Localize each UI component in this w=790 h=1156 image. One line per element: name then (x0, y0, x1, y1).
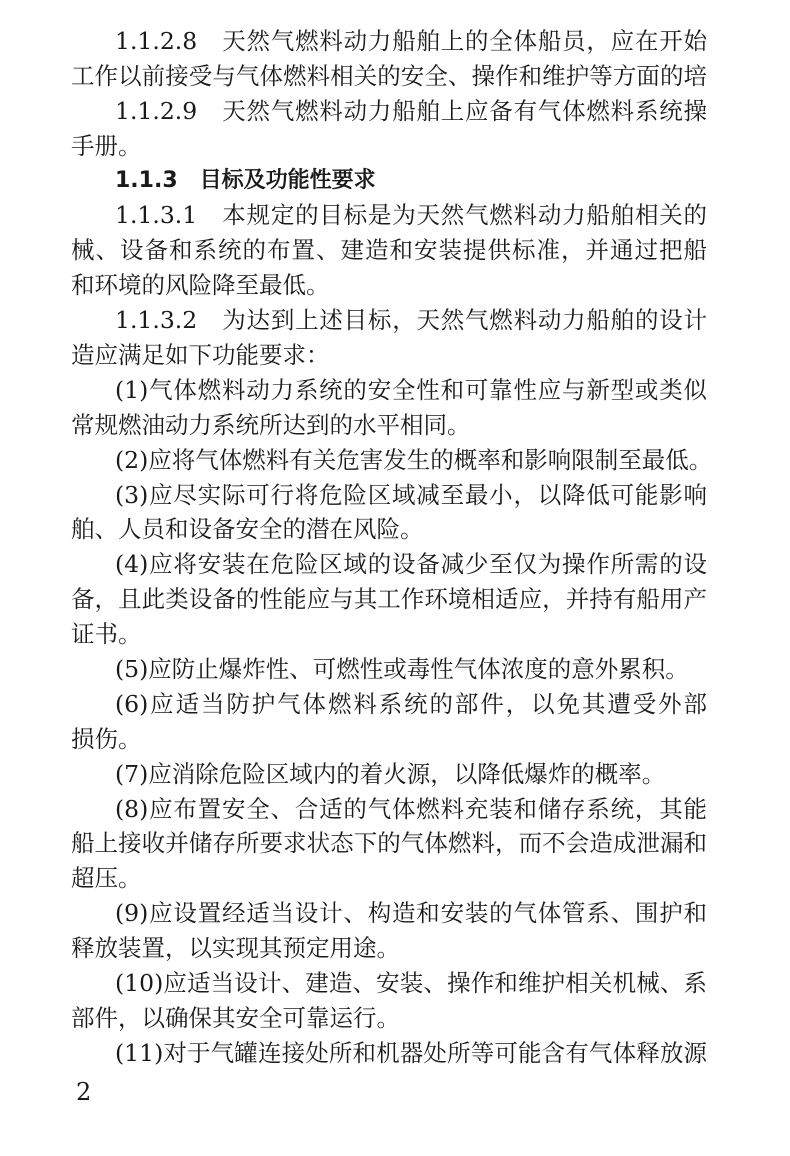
text-line: 1.1.2.9 天然气燃料动力船舶上应备有气体燃料系统操 (115, 96, 707, 125)
text-line: 工作以前接受与气体燃料相关的安全、操作和维护等方面的培 (71, 61, 707, 90)
text-line: 1.1.3.2 为达到上述目标，天然气燃料动力船舶的设计 (115, 306, 707, 335)
text-line: (3)应尽实际可行将危险区域减至最小，以降低可能影响 (115, 480, 707, 509)
document-body (71, 24, 713, 1071)
text-line: (6)应适当防护气体燃料系统的部件，以免其遭受外部 (115, 689, 707, 718)
text-line: (7)应消除危险区域内的着火源，以降低爆炸的概率。 (115, 759, 666, 788)
text-line: 损伤。 (71, 724, 142, 753)
text-line: 1.1.2.8 天然气燃料动力船舶上的全体船员，应在开始 (115, 27, 707, 55)
text-line: 和环境的风险降至最低。 (71, 271, 330, 300)
text-line: (9)应设置经适当设计、构造和安装的气体管系、围护和 (115, 899, 707, 928)
page-number: 2 (76, 1078, 92, 1106)
text-line: (1)气体燃料动力系统的安全性和可靠性应与新型或类似 (115, 375, 707, 404)
section-heading: 1.1.3 目标及功能性要求 (115, 167, 376, 193)
text-line: 备，且此类设备的性能应与其工作环境相适应，并持有船用产 (71, 585, 707, 614)
text-line: (4)应将安装在危险区域的设备减少至仅为操作所需的设 (115, 550, 707, 579)
text-line: (2)应将气体燃料有关危害发生的概率和影响限制至最低。 (115, 445, 713, 474)
text-line: 证书。 (71, 620, 142, 649)
text-line: (11)对于气罐连接处所和机器处所等可能含有气体释放源 (115, 1038, 707, 1067)
text-line: 舶、人员和设备安全的潜在风险。 (71, 515, 424, 544)
text-line: 释放装置，以实现其预定用途。 (71, 934, 400, 963)
text-line: 手册。 (71, 131, 142, 160)
text-line: 部件，以确保其安全可靠运行。 (71, 1003, 400, 1032)
text-line: 超压。 (71, 864, 142, 893)
text-line: 1.1.3.1 本规定的目标是为天然气燃料动力船舶相关的 (115, 201, 707, 230)
text-line: (10)应适当设计、建造、安装、操作和维护相关机械、系 (115, 969, 707, 998)
text-line: 械、设备和系统的布置、建造和安装提供标准，并通过把船 (71, 236, 707, 265)
text-line: (8)应布置安全、合适的气体燃料充装和储存系统，其能 (115, 794, 707, 823)
text-line: 造应满足如下功能要求： (71, 341, 330, 370)
text-line: (5)应防止爆炸性、可燃性或毒性气体浓度的意外累积。 (115, 655, 689, 684)
text-line: 船上接收并储存所要求状态下的气体燃料，而不会造成泄漏和 (71, 829, 707, 858)
text-line: 常规燃油动力系统所达到的水平相同。 (71, 410, 471, 439)
